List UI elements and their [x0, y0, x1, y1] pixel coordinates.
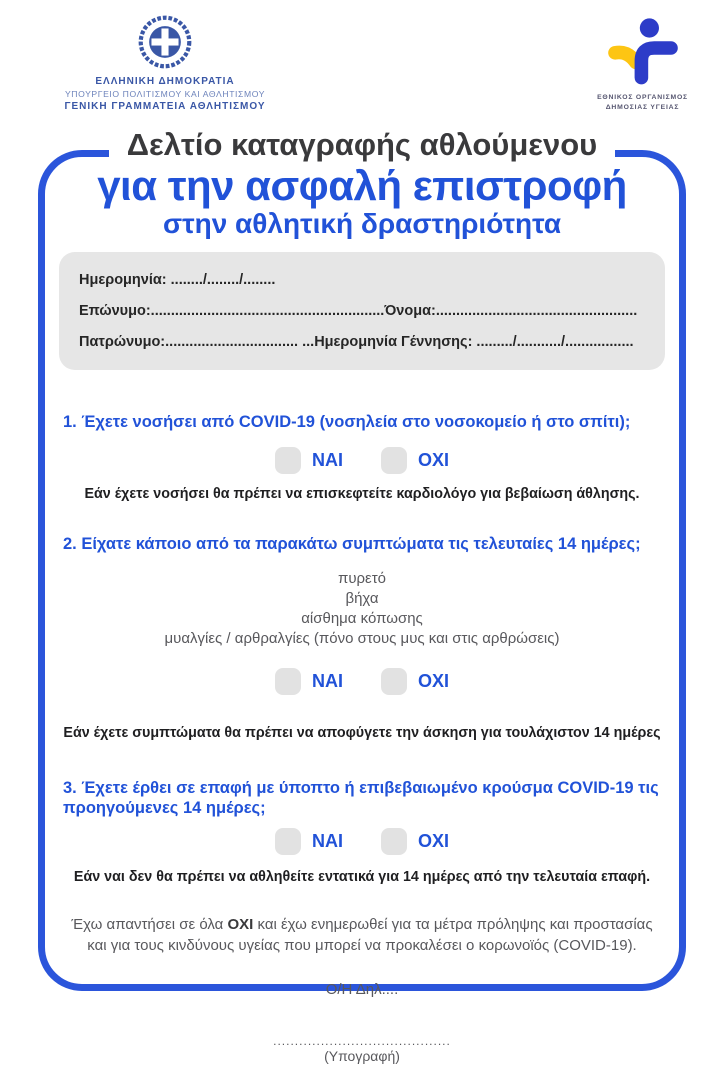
eody-name-line1: ΕΘΝΙΚΟΣ ΟΡΓΑΝΙΣΜΟΣ — [597, 94, 688, 101]
question-2-no-checkbox[interactable] — [381, 668, 407, 695]
signature-label: (Υπογραφή) — [324, 1048, 400, 1064]
ministry-line-ministry: ΥΠΟΥΡΓΕΙΟ ΠΟΛΙΤΙΣΜΟΥ ΚΑΙ ΑΘΛΗΤΙΣΜΟΥ — [64, 89, 266, 99]
symptom-list — [45, 569, 679, 649]
question-1-no-checkbox[interactable] — [381, 447, 407, 474]
declaration-statement — [66, 914, 658, 956]
declaration-part2: και έχω ενημερωθεί για τα μέτρα πρόληψης και προστασίας και για τους κινδύνους υγείας που μπορεί να προκαλέσει ο κορωνοϊός (COVID-19). — [87, 916, 653, 954]
symptom-cough: βήχα — [345, 590, 379, 607]
question-3-no-checkbox[interactable] — [381, 828, 407, 855]
question-2-choices — [45, 668, 679, 695]
question-2-no-label: ΟΧΙ — [417, 671, 449, 691]
declarant-line: Ο/Η Δηλ.... — [325, 981, 399, 998]
question-3-yes-label: ΝΑΙ — [311, 831, 343, 851]
title-line-1: Δελτίο καταγραφής αθλούμενου — [109, 127, 615, 163]
date-field[interactable]: Ημερομηνία: ......../......../........ — [79, 272, 276, 288]
ministry-header — [40, 14, 290, 113]
question-1-yes-checkbox[interactable] — [275, 447, 301, 474]
hellenic-republic-emblem-icon — [137, 14, 193, 70]
question-2-text: 2. Είχατε κάποιο από τα παρακάτω συμπτώματα τις τελευταίες 14 ημέρες; — [63, 535, 641, 553]
question-1-note: Εάν έχετε νοσήσει θα πρέπει να επισκεφτείτε καρδιολόγο για βεβαίωση άθλησης. — [84, 486, 640, 502]
surname-name-field[interactable]: Επώνυμο:..........................................................Όνομα:.................................................. — [79, 303, 638, 319]
form-title — [0, 127, 724, 239]
eody-name-line2: ΔΗΜΟΣΙΑΣ ΥΓΕΙΑΣ — [605, 103, 680, 111]
symptom-fever: πυρετό — [337, 570, 387, 587]
symptom-fatigue: αίσθημα κόπωσης — [301, 610, 423, 627]
declaration-part1: Έχω απαντήσει σε όλα — [71, 916, 228, 933]
question-2-yes-label: ΝΑΙ — [311, 671, 343, 691]
title-line-3: στην αθλητική δραστηριότητα — [162, 208, 562, 239]
eody-logo-icon — [601, 16, 685, 88]
question-1-yes-label: ΝΑΙ — [311, 450, 343, 470]
symptom-myalgia: μυαλγίες / αρθραλγίες (πόνο στους μυς και στις αρθρώσεις) — [164, 630, 560, 647]
question-2-yes-checkbox[interactable] — [275, 668, 301, 695]
patronym-birthdate-field[interactable]: Πατρώνυμο:................................. ...Ημερομηνία Γέννησης: ........./.........../................. — [79, 334, 634, 350]
question-2-note: Εάν έχετε συμπτώματα θα πρέπει να αποφύγετε την άσκηση για τουλάχιστον 14 ημέρες — [63, 725, 661, 741]
signature-field[interactable]: ......................................... — [273, 1034, 451, 1048]
question-3-no-label: ΟΧΙ — [417, 831, 449, 851]
question-1-text: 1. Έχετε νοσήσει από COVID-19 (νοσηλεία στο νοσοκομείο ή στο σπίτι); — [63, 413, 631, 431]
question-3-text: 3. Έχετε έρθει σε επαφή με ύποπτο ή επιβεβαιωμένο κρούσμα COVID-19 τις προηγούμενες 14 ημέρες; — [63, 779, 659, 817]
signature-block — [45, 1035, 679, 1065]
question-1-no-label: ΟΧΙ — [417, 450, 449, 470]
ministry-line-republic: ΕΛΛΗΝΙΚΗ ΔΗΜΟΚΡΑΤΙΑ — [95, 76, 235, 87]
eody-header — [585, 16, 700, 112]
question-3-choices — [45, 828, 679, 855]
question-3-yes-checkbox[interactable] — [275, 828, 301, 855]
declaration-no-bold: ΟΧΙ — [227, 916, 254, 933]
question-3-note: Εάν ναι δεν θα πρέπει να αθληθείτε εντατικά για 14 ημέρες από την τελευταία επαφή. — [73, 869, 651, 885]
title-line-2: για την ασφαλή επιστροφή — [97, 162, 627, 209]
form-content — [45, 157, 679, 1065]
question-1-choices — [45, 447, 679, 474]
ministry-line-secretariat: ΓΕΝΙΚΗ ΓΡΑΜΜΑΤΕΙΑ ΑΘΛΗΤΙΣΜΟΥ — [64, 101, 266, 112]
personal-info-box — [59, 252, 665, 370]
